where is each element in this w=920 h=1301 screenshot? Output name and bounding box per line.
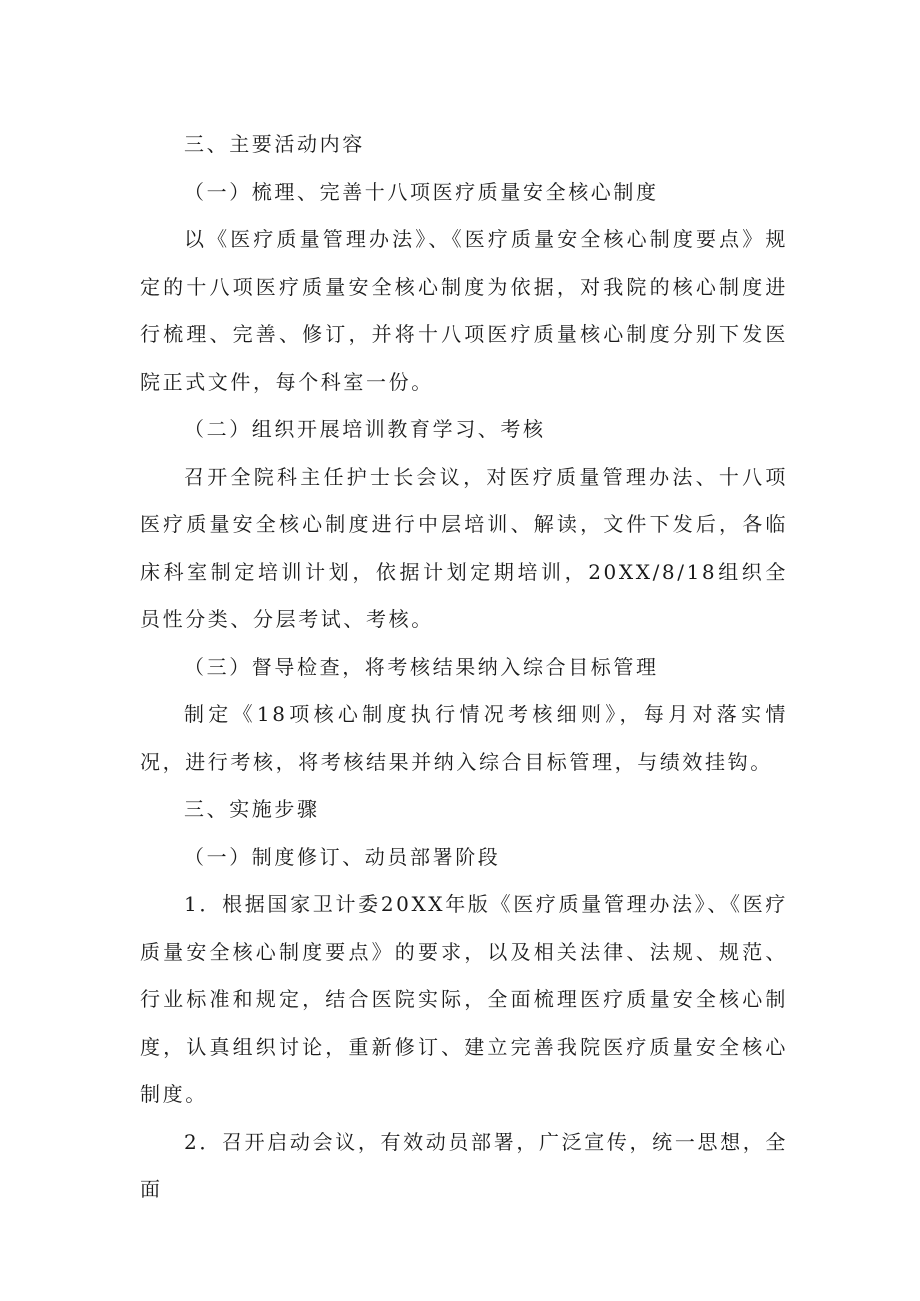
body-paragraph: 制定《18项核心制度执行情况考核细则》，每月对落实情况，进行考核，将考核结果并纳入综合目标管理，与绩效挂钩。 <box>140 702 788 774</box>
numbered-paragraph-1: 1．根据国家卫计委20XX年版《医疗质量管理办法》、《医疗质量安全核心制度要点》的要求，以及相关法律、法规、规范、行业标准和规定，结合医院实际，全面梳理医疗质量安全核心制度，认真组织讨论，重新修订、建立完善我院医疗质量安全核心制度。 <box>140 892 788 1106</box>
subsection-heading-1: （一）梳理、完善十八项医疗质量安全核心制度 <box>184 179 659 204</box>
section-heading-main-activities: 三、主要活动内容 <box>184 132 365 156</box>
document-body <box>140 121 788 1214</box>
subsection-heading-3: （三）督导检查，将考核结果纳入综合目标管理 <box>184 654 659 679</box>
subsection-heading-2: （二）组织开展培训教育学习、考核 <box>184 417 546 441</box>
numbered-paragraph-2: 2．召开启动会议，有效动员部署，广泛宣传，统一思想，全面 <box>140 1129 788 1201</box>
body-paragraph: 召开全院科主任护士长会议，对医疗质量管理办法、十八项医疗质量安全核心制度进行中层培训、解读，文件下发后，各临床科室制定培训计划，依据计划定期培训，20XX/8/18组织全员性分类、分层考试、考核。 <box>140 464 788 631</box>
body-paragraph: 以《医疗质量管理办法》、《医疗质量安全核心制度要点》规定的十八项医疗质量安全核心制度为依据，对我院的核心制度进行梳理、完善、修订，并将十八项医疗质量核心制度分别下发医院正式文件，每个科室一份。 <box>140 227 788 394</box>
subsection-heading-stage-1: （一）制度修订、动员部署阶段 <box>184 844 501 869</box>
section-heading-implementation-steps: 三、实施步骤 <box>184 797 320 821</box>
